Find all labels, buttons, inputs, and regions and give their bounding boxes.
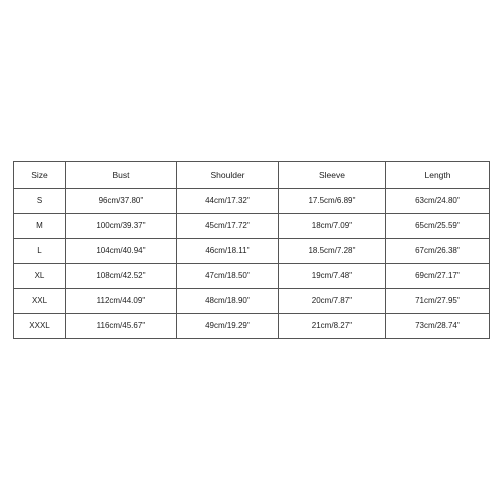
cell-length: 65cm/25.59'' — [386, 214, 490, 239]
cell-shoulder: 48cm/18.90'' — [177, 289, 279, 314]
cell-shoulder: 47cm/18.50'' — [177, 264, 279, 289]
header-length: Length — [386, 162, 490, 189]
cell-length: 71cm/27.95'' — [386, 289, 490, 314]
cell-size: XL — [14, 264, 66, 289]
table-row — [14, 239, 490, 264]
table-row — [14, 264, 490, 289]
cell-length: 63cm/24.80'' — [386, 189, 490, 214]
table-row — [14, 189, 490, 214]
cell-bust: 108cm/42.52'' — [66, 264, 177, 289]
cell-sleeve: 19cm/7.48'' — [279, 264, 386, 289]
table-body — [14, 189, 490, 339]
cell-bust: 104cm/40.94'' — [66, 239, 177, 264]
table-row — [14, 214, 490, 239]
cell-sleeve: 21cm/8.27'' — [279, 314, 386, 339]
cell-sleeve: 17.5cm/6.89'' — [279, 189, 386, 214]
table-header — [14, 162, 490, 189]
cell-bust: 96cm/37.80'' — [66, 189, 177, 214]
header-sleeve: Sleeve — [279, 162, 386, 189]
cell-size: XXXL — [14, 314, 66, 339]
cell-shoulder: 45cm/17.72'' — [177, 214, 279, 239]
cell-size: M — [14, 214, 66, 239]
cell-length: 69cm/27.17'' — [386, 264, 490, 289]
header-row — [14, 162, 490, 189]
cell-shoulder: 44cm/17.32'' — [177, 189, 279, 214]
header-shoulder: Shoulder — [177, 162, 279, 189]
cell-size: XXL — [14, 289, 66, 314]
header-bust: Bust — [66, 162, 177, 189]
header-size: Size — [14, 162, 66, 189]
cell-sleeve: 18.5cm/7.28'' — [279, 239, 386, 264]
table-row — [14, 289, 490, 314]
cell-length: 67cm/26.38'' — [386, 239, 490, 264]
cell-sleeve: 18cm/7.09'' — [279, 214, 386, 239]
cell-size: L — [14, 239, 66, 264]
cell-length: 73cm/28.74'' — [386, 314, 490, 339]
table-row — [14, 314, 490, 339]
cell-sleeve: 20cm/7.87'' — [279, 289, 386, 314]
cell-bust: 116cm/45.67'' — [66, 314, 177, 339]
size-chart-table — [13, 161, 490, 339]
cell-size: S — [14, 189, 66, 214]
cell-bust: 100cm/39.37'' — [66, 214, 177, 239]
cell-bust: 112cm/44.09'' — [66, 289, 177, 314]
cell-shoulder: 46cm/18.11'' — [177, 239, 279, 264]
cell-shoulder: 49cm/19.29'' — [177, 314, 279, 339]
